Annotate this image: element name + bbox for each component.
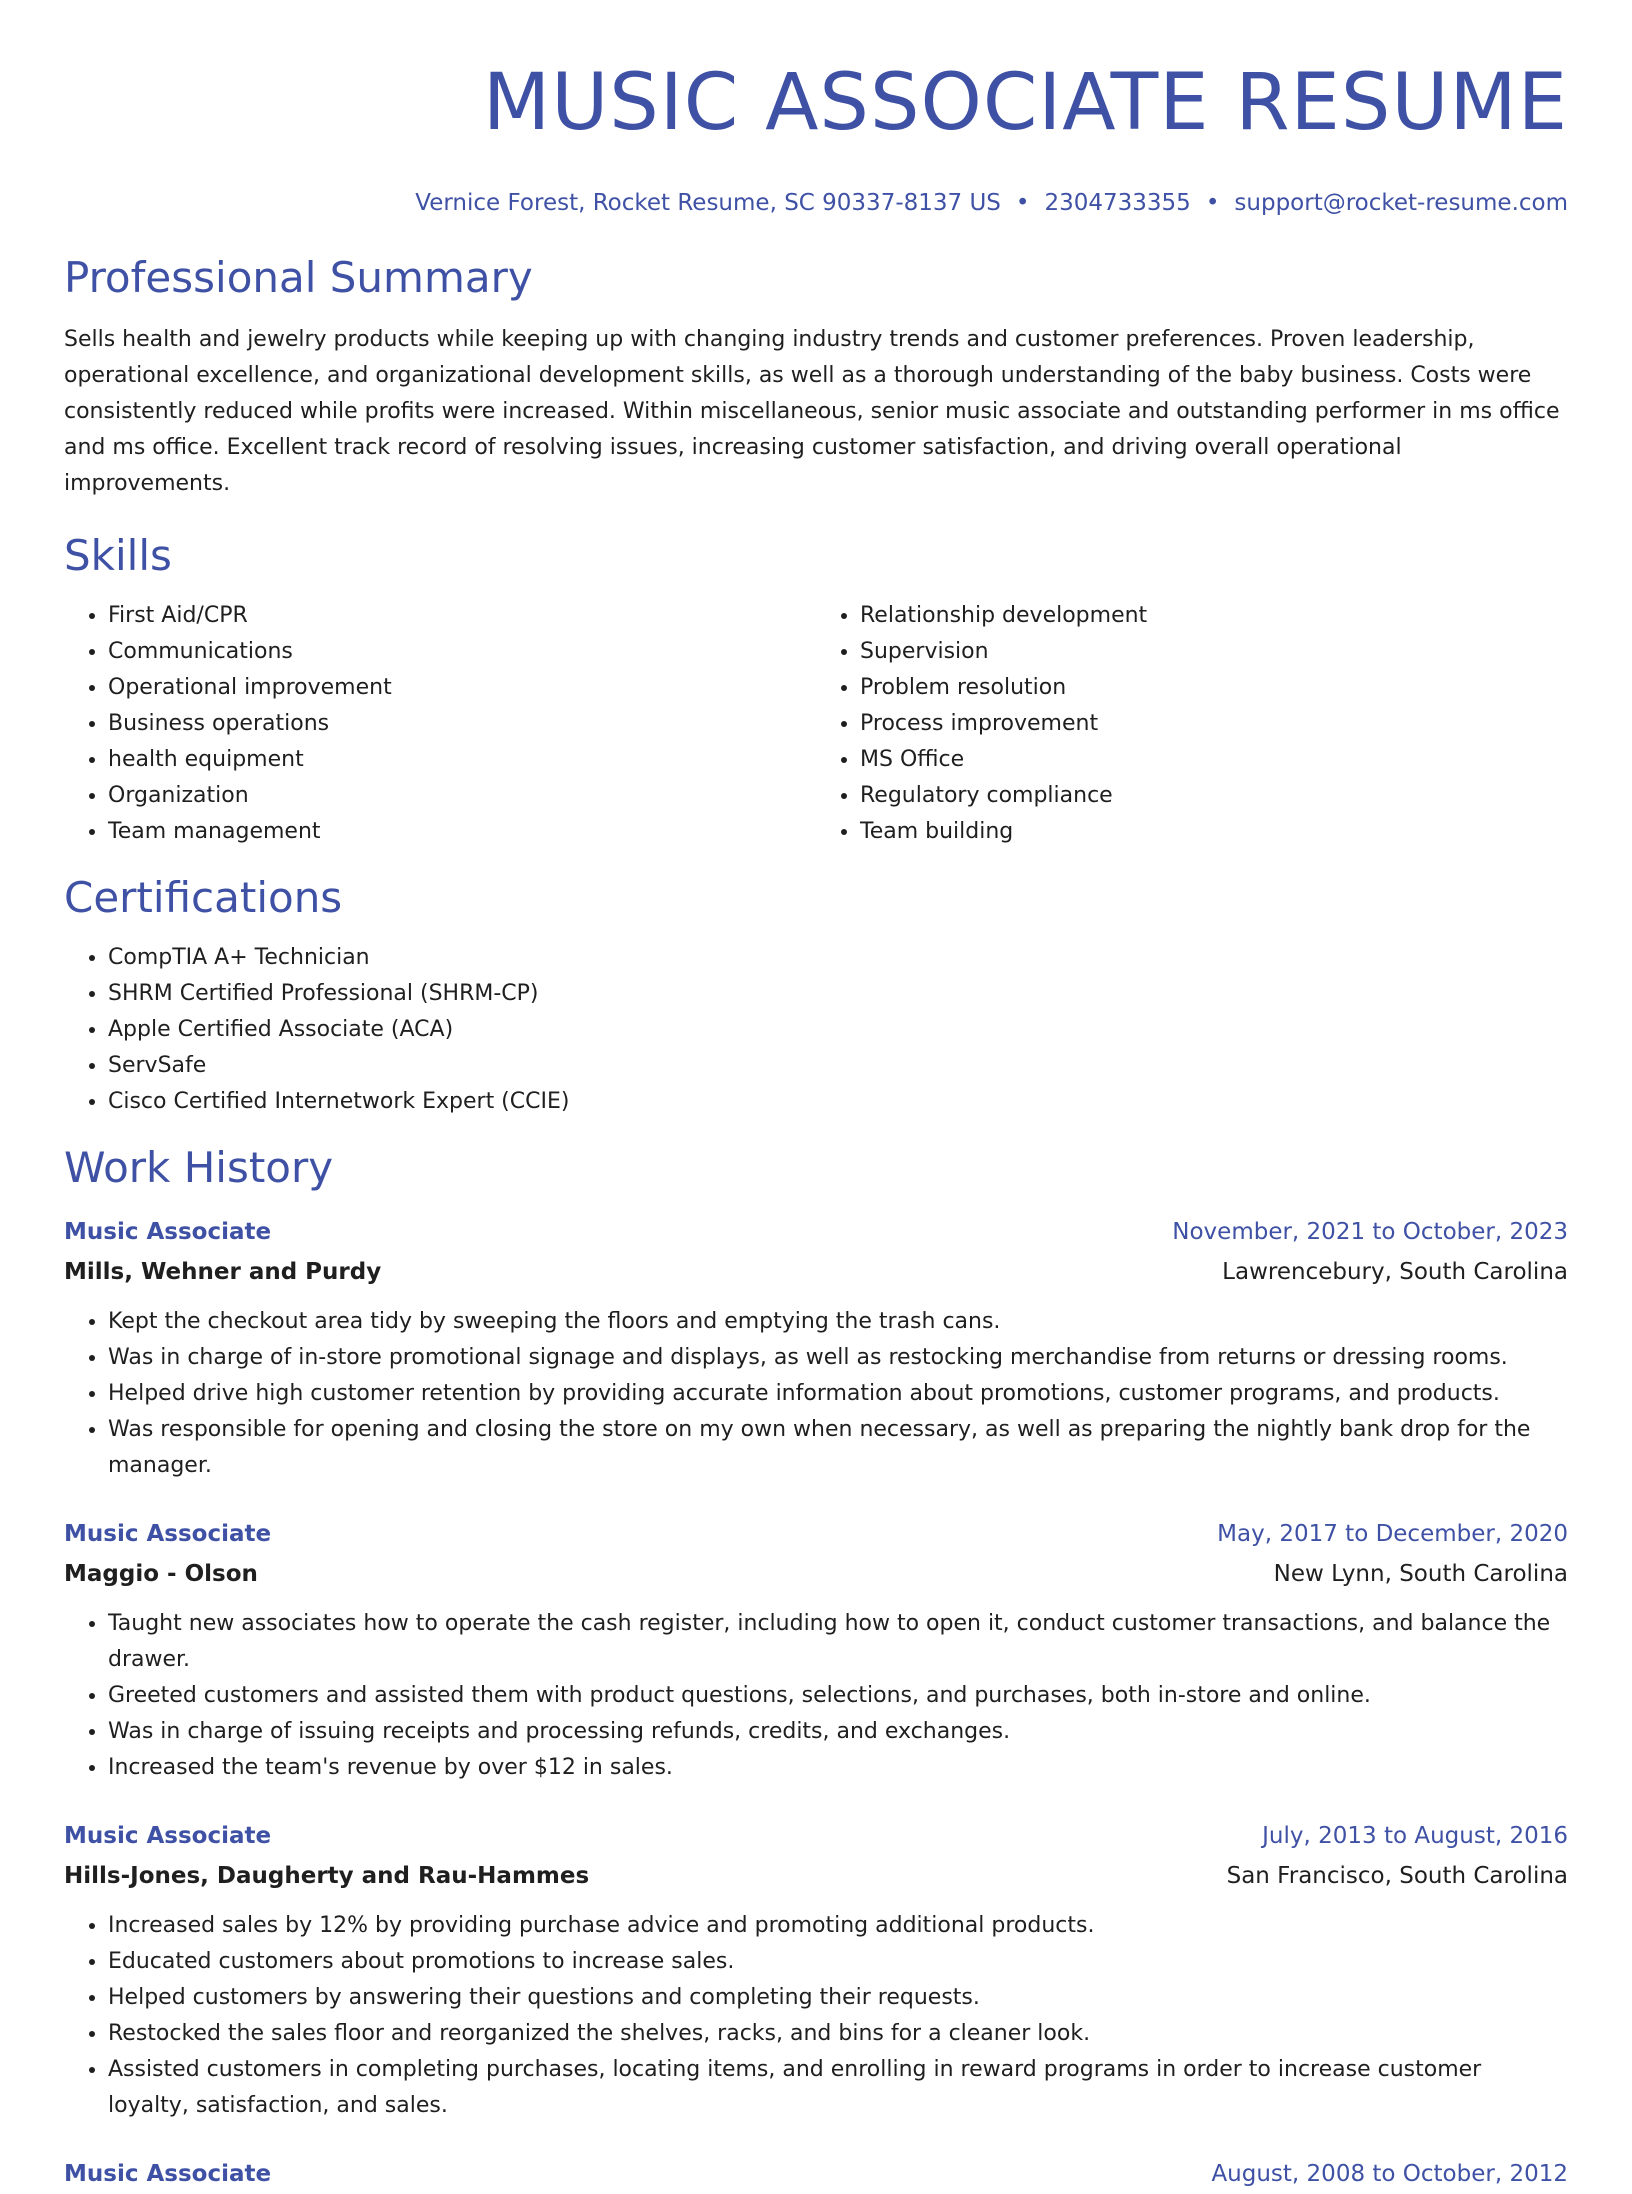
job-company: Hills-Jones, Daugherty and Rau-Hammes: [64, 1863, 590, 1889]
job-company: Mills, Wehner and Purdy: [64, 1259, 382, 1285]
certification-item: • CompTIA A+ Technician: [108, 940, 1568, 976]
job-bullet: • Was responsible for opening and closing the store on my own when necessary, as well as preparing the nightly bank drop for the manager.: [108, 1412, 1568, 1484]
job-dates: August, 2008 to October, 2012: [1211, 2161, 1568, 2187]
job-bullet: • Taught new associates how to operate the cash register, including how to open it, conduct customer transactions, and balance the drawer.: [108, 1606, 1568, 1678]
job-entry: [64, 1816, 1568, 2124]
certification-item: • SHRM Certified Professional (SHRM-CP): [108, 976, 1568, 1012]
job-role: Music Associate: [64, 1521, 272, 1547]
contact-separator: •: [1205, 190, 1220, 216]
job-entry: [64, 2154, 1568, 2194]
skill-item: • Regulatory compliance: [860, 778, 1568, 814]
job-bullet: • Educated customers about promotions to increase sales.: [108, 1944, 1568, 1980]
skills-heading: Skills: [64, 531, 172, 580]
certification-item: • Cisco Certified Internetwork Expert (CCIE): [108, 1084, 1568, 1120]
job-role: Music Associate: [64, 1823, 272, 1849]
skill-item: • Supervision: [860, 634, 1568, 670]
skill-item: • Operational improvement: [108, 670, 816, 706]
job-dates: May, 2017 to December, 2020: [1217, 1521, 1568, 1547]
skill-item: • Organization: [108, 778, 816, 814]
job-dates: November, 2021 to October, 2023: [1172, 1219, 1568, 1245]
job-bullet: • Increased the team's revenue by over $12 in sales.: [108, 1750, 1568, 1786]
contact-separator: •: [1015, 190, 1030, 216]
resume-title: MUSIC ASSOCIATE RESUME: [482, 58, 1568, 148]
job-bullet: • Was in charge of issuing receipts and processing refunds, credits, and exchanges.: [108, 1714, 1568, 1750]
skill-item: • Relationship development: [860, 598, 1568, 634]
job-role: Music Associate: [64, 2161, 272, 2187]
skills-column-right: [816, 598, 1568, 850]
job-bullets: [64, 1606, 1568, 1786]
job-bullet: • Was in charge of in-store promotional signage and displays, as well as restocking merchandise from returns or dressing rooms.: [108, 1340, 1568, 1376]
job-bullet: • Helped customers by answering their questions and completing their requests.: [108, 1980, 1568, 2016]
job-bullet: • Kept the checkout area tidy by sweeping the floors and emptying the trash cans.: [108, 1304, 1568, 1340]
work-history-heading: Work History: [64, 1143, 334, 1192]
job-bullet: • Assisted customers in completing purchases, locating items, and enrolling in reward programs in order to increase customer loyalty, satisfaction, and sales.: [108, 2052, 1568, 2124]
summary-heading: Professional Summary: [64, 253, 533, 302]
job-bullet: • Restocked the sales floor and reorganized the shelves, racks, and bins for a cleaner look.: [108, 2016, 1568, 2052]
skill-item: • Communications: [108, 634, 816, 670]
job-dates: July, 2013 to August, 2016: [1262, 1823, 1568, 1849]
skill-item: • Team building: [860, 814, 1568, 850]
contact-email: support@rocket-resume.com: [1234, 190, 1568, 216]
certifications-list: [64, 940, 1568, 1120]
summary-text: Sells health and jewelry products while keeping up with changing industry trends and customer preferences. Proven leadership, operational excellence, and organizational development skills, as well as a thorough understanding of the baby business. Costs were consistently reduced while profits were increased. Within miscellaneous, senior music associate and outstanding performer in ms office and ms office. Excellent track record of resolving issues, increasing customer satisfaction, and driving overall operational improvements.: [64, 327, 1560, 496]
job-bullet: • Helped drive high customer retention by providing accurate information about promotions, customer programs, and products.: [108, 1376, 1568, 1412]
job-location: San Francisco, South Carolina: [1226, 1863, 1568, 1889]
job-entry: [64, 1514, 1568, 1786]
skill-item: • MS Office: [860, 742, 1568, 778]
contact-line: [64, 188, 1568, 218]
job-location: Lawrencebury, South Carolina: [1222, 1259, 1568, 1285]
job-entry: [64, 1212, 1568, 1484]
skill-item: • Business operations: [108, 706, 816, 742]
skills-list: [64, 598, 1568, 850]
job-company: Maggio - Olson: [64, 1561, 258, 1587]
job-bullet: • Greeted customers and assisted them with product questions, selections, and purchases, both in-store and online.: [108, 1678, 1568, 1714]
job-role: Music Associate: [64, 1219, 272, 1245]
certification-item: • Apple Certified Associate (ACA): [108, 1012, 1568, 1048]
skills-column-left: [64, 598, 816, 850]
certification-item: • ServSafe: [108, 1048, 1568, 1084]
skill-item: • Process improvement: [860, 706, 1568, 742]
job-bullets: [64, 1304, 1568, 1484]
job-location: New Lynn, South Carolina: [1273, 1561, 1568, 1587]
certifications-heading: Certifications: [64, 873, 343, 922]
skill-item: • Problem resolution: [860, 670, 1568, 706]
contact-address: Vernice Forest, Rocket Resume, SC 90337-8137 US: [415, 190, 1001, 216]
job-bullet: • Increased sales by 12% by providing purchase advice and promoting additional products.: [108, 1908, 1568, 1944]
job-bullets: [64, 1908, 1568, 2124]
skill-item: • First Aid/CPR: [108, 598, 816, 634]
contact-phone: 2304733355: [1044, 190, 1191, 216]
skill-item: • health equipment: [108, 742, 816, 778]
skill-item: • Team management: [108, 814, 816, 850]
